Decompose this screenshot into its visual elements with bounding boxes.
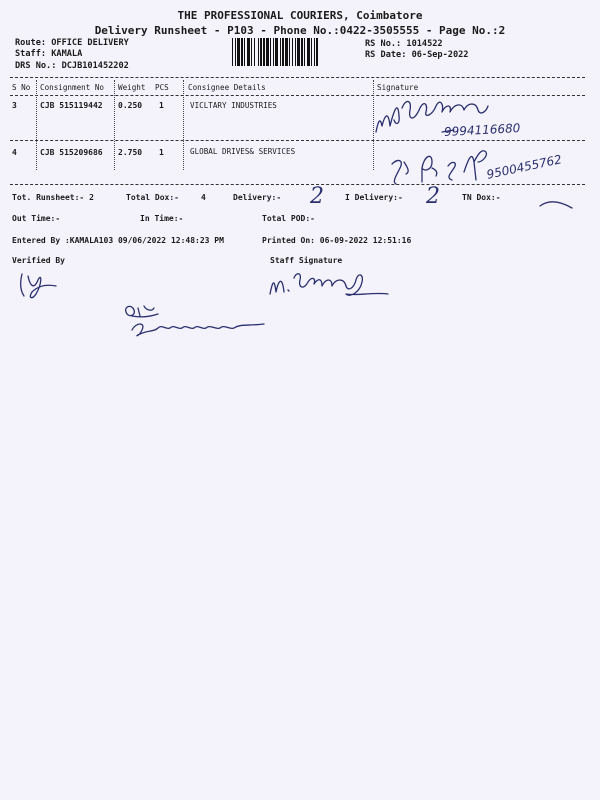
company-title: THE PROFESSIONAL COURIERS, Coimbatore — [177, 9, 423, 22]
col-header-pcs: PCS — [155, 83, 169, 92]
handwritten-note — [112, 300, 272, 344]
col-header-consignee: Consignee Details — [188, 83, 266, 92]
verified-by-label: Verified By — [12, 256, 65, 265]
table-top-rule — [10, 77, 585, 78]
col-header-signature: Signature — [377, 83, 419, 92]
handwritten-phone-1: 9994116680 — [443, 121, 521, 139]
handwritten-phone-2: 9500455762 — [485, 152, 563, 182]
printed-on: Printed On: 06-09-2022 12:51:16 — [262, 236, 412, 245]
row-sno: 4 — [12, 148, 17, 157]
verified-by-signature — [16, 268, 66, 302]
col-header-sno: S No — [12, 83, 31, 92]
staff-signature-label: Staff Signature — [270, 256, 343, 265]
col-divider — [114, 80, 115, 170]
row-pcs: 1 — [159, 148, 164, 157]
handwritten-idelivery-count: 2 — [426, 184, 440, 209]
col-divider — [36, 80, 37, 170]
staff-text: Staff: KAMALA — [15, 49, 83, 59]
row-weight: 0.250 — [118, 101, 143, 110]
out-time: Out Time:- — [12, 214, 61, 223]
row-weight: 2.750 — [118, 148, 143, 157]
col-header-consignment: Consignment No — [40, 83, 105, 92]
col-divider — [183, 80, 184, 170]
entered-by: Entered By :KAMALA103 09/06/2022 12:48:23 PM — [12, 236, 224, 245]
total-pod: Total POD:- — [262, 214, 315, 223]
delivery-label: Delivery:- — [233, 193, 282, 202]
staff-signature-mark — [266, 264, 396, 304]
row-consignee: VICLTARY INDUSTRIES — [190, 101, 277, 110]
col-header-weight: Weight — [118, 83, 146, 92]
row-consignment: CJB 515209686 — [40, 148, 103, 157]
tot-runsheet: Tot. Runsheet:- 2 — [12, 193, 94, 202]
total-dox-value: 4 — [201, 193, 206, 202]
route-text: Route: OFFICE DELIVERY — [15, 38, 129, 48]
row-sno: 3 — [12, 101, 17, 110]
in-time: In Time:- — [140, 214, 184, 223]
rs-number: RS No.: 1014522 — [365, 39, 443, 49]
row-consignee: GLOBAL DRIVES& SERVICES — [190, 147, 296, 156]
tn-dox-label: TN Dox:- — [462, 193, 501, 202]
total-dox-label: Total Dox:- — [126, 193, 179, 202]
idelivery-label: I Delivery:- — [345, 193, 403, 202]
row-pcs: 1 — [159, 101, 164, 110]
pen-stroke-mark — [538, 198, 578, 212]
barcode — [232, 38, 360, 66]
rs-date: RS Date: 06-Sep-2022 — [365, 50, 469, 60]
row-consignment: CJB 515119442 — [40, 101, 103, 110]
runsheet-subtitle: Delivery Runsheet - P103 - Phone No.:0422-3505555 - Page No.:2 — [94, 24, 506, 37]
drs-number: DRS No.: DCJB101452202 — [15, 61, 129, 71]
handwritten-delivery-count: 2 — [310, 184, 324, 209]
signature-row-4 — [382, 142, 502, 188]
